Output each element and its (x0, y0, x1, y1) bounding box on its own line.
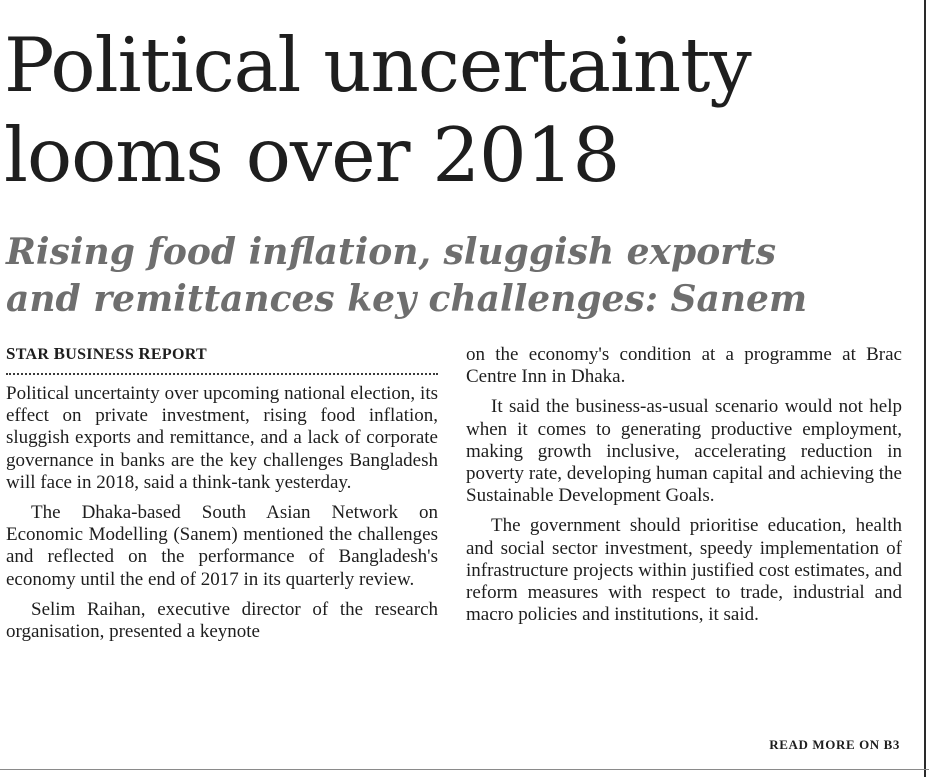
article-paragraph: The Dhaka-based South Asian Network on Economic Modelling (Sanem) mentioned the challenges and reflected on the performance of Bangladesh's economy until the end of 2017 in its quarterly review. (6, 502, 438, 590)
headline (4, 20, 919, 200)
article-paragraph: It said the business-as-usual scenario would not help when it comes to generating productive employment, making growth inclusive, accelerating reduction in poverty rate, developing human capital and achieving the Sustainable Development Goals. (466, 396, 902, 507)
subheadline-line-1: Rising food inflation, sluggish exports (6, 231, 777, 273)
article-paragraph: Selim Raihan, executive director of the research organisation, presented a keynote (6, 598, 438, 643)
byline: STAR BUSINESS REPORT (6, 344, 207, 363)
article-paragraph: Political uncertainty over upcoming national election, its effect on private investment, rising food inflation, sluggish exports and remittance, and a lack of corporate governance in banks are the key challenges Bangladesh will face in 2018, said a think-tank yesterday. (6, 383, 438, 493)
headline-line-2: looms over 2018 (4, 111, 620, 199)
article-paragraph: The government should prioritise education, health and social sector investment, speedy implementation of infrastructure projects within justified cost estimates, and reform measures with respect to trade, industrial and macro policies and institutions, it said. (466, 515, 902, 626)
headline-line-1: Political uncertainty (4, 21, 751, 109)
subheadline-line-2: and remittances key challenges: Sanem (6, 278, 808, 320)
read-more-link[interactable]: READ MORE ON B3 (769, 737, 900, 752)
column-rule-right (924, 0, 926, 777)
article-paragraph: on the economy's condition at a programme at Brac Centre Inn in Dhaka. (466, 344, 902, 388)
subheadline (6, 229, 921, 323)
article-column-left (6, 344, 438, 643)
byline-dotted-divider (6, 373, 438, 375)
article-column-right (466, 344, 902, 626)
page-rule-bottom (0, 769, 929, 770)
